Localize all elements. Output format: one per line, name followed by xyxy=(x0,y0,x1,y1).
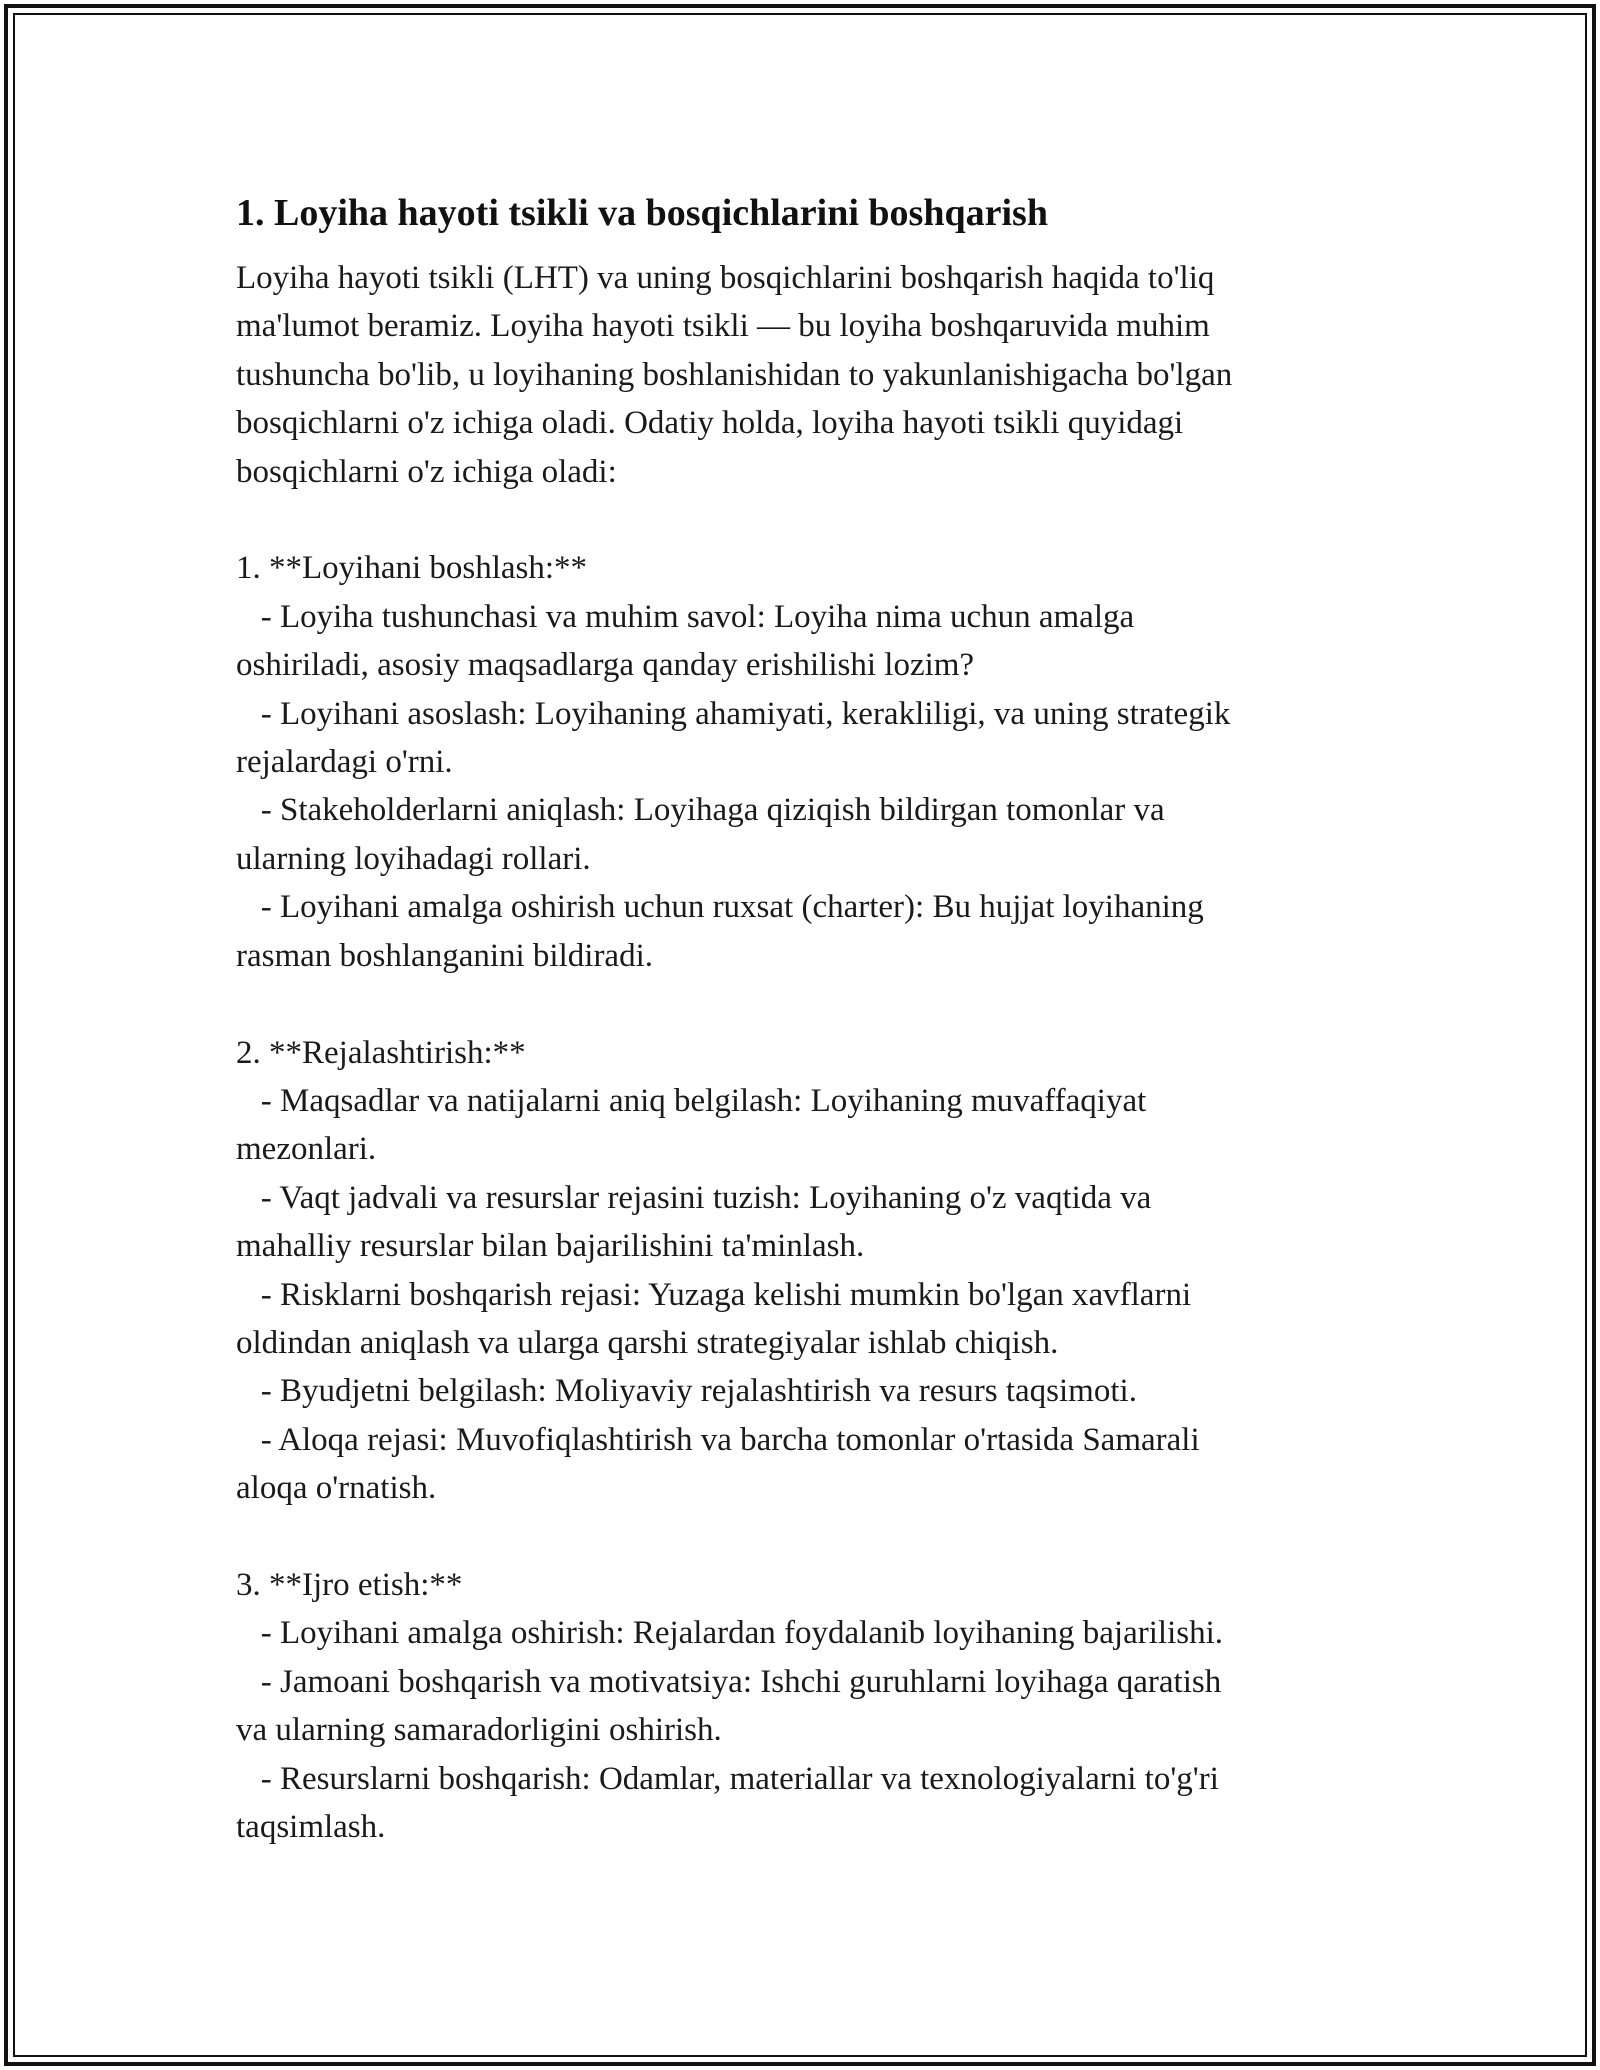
document-body: Loyiha hayoti tsikli (LHT) va uning bosqichlarini boshqarish haqida to'liq ma'lumot beramiz. Loyiha hayoti tsikli — bu loyiha boshqaruvida muhim tushuncha bo'lib, u loyihaning boshlanishidan to yakunlanishigacha bo'lgan bosqichlarni o'z ichiga oladi. Odatiy holda, loyiha hayoti tsikli quyidagi bosqichlarni o'z ichiga oladi: 1. **Loyihani boshlash:** - Loyiha tushunchasi va muhim savol: Loyiha nima uchun amalga oshiriladi, asosiy maqsadlarga qanday erishilishi lozim? - Loyihani asoslash: Loyihaning ahamiyati, kerakliligi, va uning strategik rejalardagi o'rni. - Stakeholderlarni aniqlash: Loyihaga qiziqish bildirgan tomonlar va ularning loyihadagi rollari. - Loyihani amalga oshirish uchun ruxsat (charter): Bu hujjat loyihaning rasman boshlanganini bildiradi. 2. **Rejalashtirish:** - Maqsadlar va natijalarni aniq belgilash: Loyihaning muvaffaqiyat mezonlari. - Vaqt jadvali va resurslar rejasini tuzish: Loyihaning o'z vaqtida va mahalliy resurslar bilan bajarilishini ta'minlash. - Risklarni boshqarish rejasi: Yuzaga kelishi mumkin bo'lgan xavflarni oldindan aniqlash va ularga qarshi strategiyalar ishlab chiqish. - Byudjetni belgilash: Moliyaviy rejalashtirish va resurs taqsimoti. - Aloqa rejasi: Muvofiqlashtirish va barcha tomonlar o'rtasida Samarali aloqa o'rnatish. 3. **Ijro etish:** - Loyihani amalga oshirish: Rejalardan foydalanib loyihaning bajarilishi. - Jamoani boshqarish va motivatsiya: Ishchi guruhlarni loyihaga qaratish va ularning samaradorligini oshirish. - Resurslarni boshqarish: Odamlar, materiallar va texnologiyalarni to'g'ri taqsimlash. xyxy=(236,260,1233,1845)
document-content xyxy=(236,186,1396,1851)
document-title: 1. Loyiha hayoti tsikli va bosqichlarini boshqarish xyxy=(236,192,1048,234)
